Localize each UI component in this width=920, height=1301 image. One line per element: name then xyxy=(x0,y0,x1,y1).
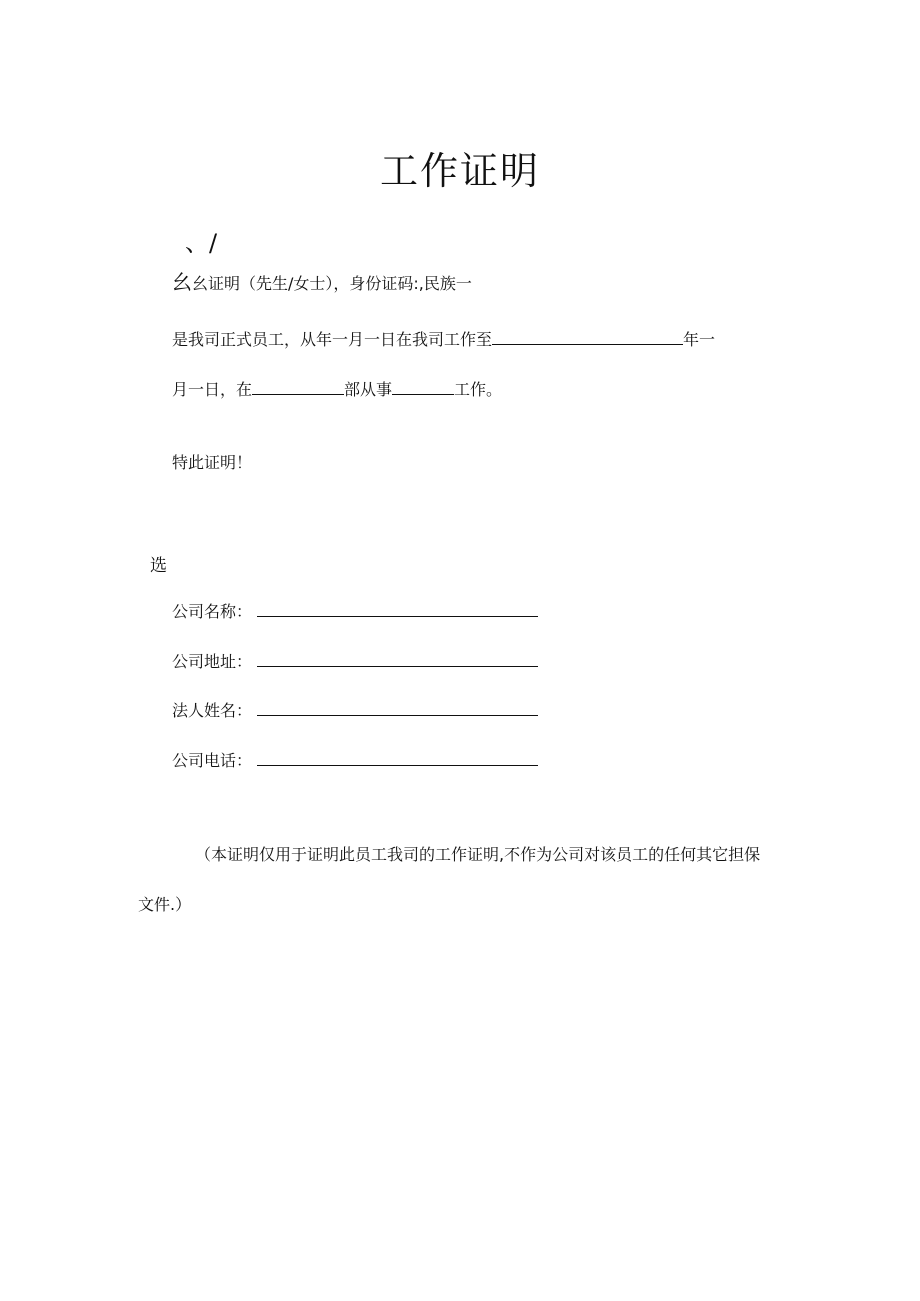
department-blank xyxy=(252,378,344,395)
company-phone-field xyxy=(172,748,538,771)
period-text-after: 年一 xyxy=(683,330,716,349)
document-title: 工作证明 xyxy=(379,149,540,193)
closing-statement: 特此证明！ xyxy=(172,453,253,472)
employment-period-line xyxy=(172,327,715,350)
disclaimer-line-2: 文件.） xyxy=(138,895,192,914)
company-name-field xyxy=(172,599,538,622)
end-date-blank xyxy=(492,328,683,345)
company-address-field xyxy=(172,649,538,672)
field-blank xyxy=(257,699,538,716)
field-blank xyxy=(257,600,538,617)
dept-text-end: 工作。 xyxy=(454,380,503,399)
stray-mark: 、/ xyxy=(185,229,218,257)
position-blank xyxy=(392,378,454,395)
employee-intro-line xyxy=(172,266,472,295)
dept-text-start: 月一日，在 xyxy=(172,380,253,399)
disclaimer-line-1: （本证明仅用于证明此员工我司的工作证明,不作为公司对该员工的任何其它担保 xyxy=(195,845,761,864)
field-blank xyxy=(257,749,538,766)
field-label: 公司地址： xyxy=(172,652,253,671)
field-label: 法人姓名： xyxy=(172,701,253,720)
legal-rep-field xyxy=(172,698,538,721)
intro-text: 幺证明（先生/女士），身份证码:,民族一 xyxy=(192,274,472,293)
field-label: 公司名称： xyxy=(172,602,253,621)
field-blank xyxy=(257,650,538,667)
department-line xyxy=(172,377,502,400)
select-label: 选 xyxy=(150,556,167,576)
dept-text-mid: 部从事 xyxy=(344,380,393,399)
period-text-before: 是我司正式员工，从年一月一日在我司工作至 xyxy=(172,330,493,349)
field-label: 公司电话： xyxy=(172,751,253,770)
lead-glyph: 幺 xyxy=(172,270,192,294)
